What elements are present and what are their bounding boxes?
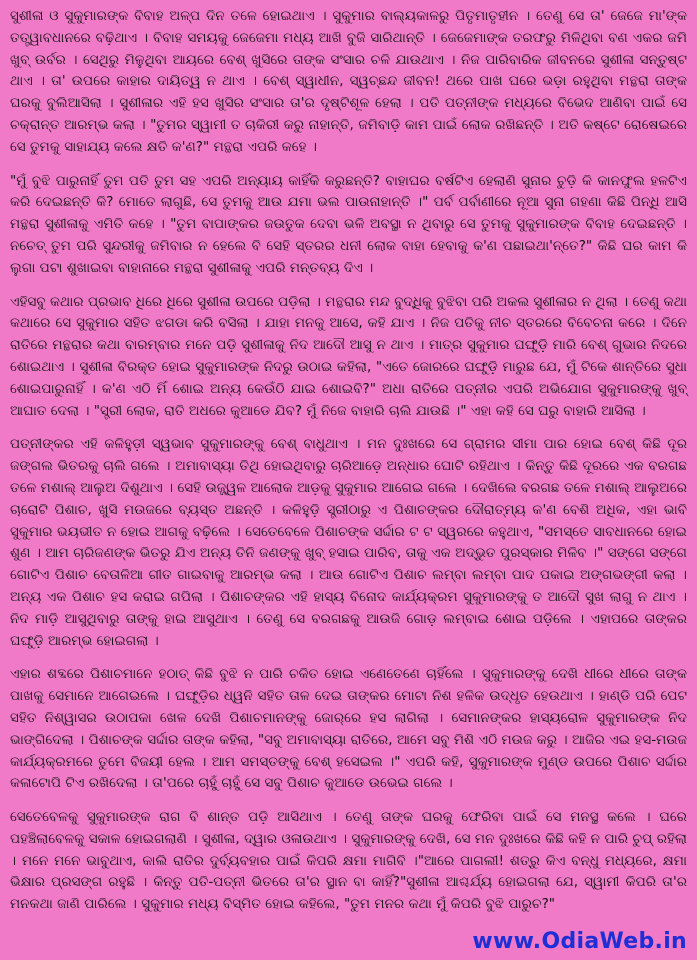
site-watermark: www.OdiaWeb.in bbox=[472, 929, 687, 954]
story-paragraph-2: "ମୁଁ ବୁଝି ପାରୁନାହିଁ ତୁମ ପତି ତୁମ ସହ ଏପରି ଅନ୍ୟାୟ କାହିଁକି କରୁଛନ୍ତି? ବାହାଘର ବର୍ଷଟିଏ ହେଲାଣି ସୁନାର ଚୁଡ଼ି କି କାନଫୁଲ ହଳଟିଏ କରି ଦେଇଛନ୍ତି କି? ମୋତେ ଲାଗୁଛି, ସେ ତୁମକୁ ଆଉ ଯମା ଭଲ ପାଉନାହାନ୍ତି ।" ପର୍ବ ପର୍ବାଣୀରେ ନୂଆ ସୁନା ଗହଣା କିଛି ପିନ୍ଧି ଆସି ମନ୍ଥରା ସୁଶୀଳାକୁ ଏମିତି କହେ । "ତୁମ ବାପାଙ୍କର ଜଉତୁକ ଦେବା ଭଳି ଅବସ୍ଥା ନ ଥିବାରୁ ସେ ତୁମକୁ ସୁକୁମାରଙ୍କ ବିବାହ ଦେଇଛନ୍ତି । ନଚେତ୍ ତୁମ ପରି ସୁନ୍ଦରୀକୁ ଜମିବାର ନ ହେଲେ ବି ସେହି ସ୍ତରର ଧନୀ ଲୋକ ବାହା ହେବାକୁ କ'ଣ ପଛାଇଥା'ନ୍ତେ?" କିଛି ଘର କାମ କି ଲୁଗା ପଟା ଶୁଖାଇବା ବାହାନାରେ ମନ୍ଥରା ସୁଶୀଳାକୁ ଏପରି ମନ୍ତବ୍ୟ ଦିଏ । bbox=[10, 172, 687, 276]
story-paragraph-5: ଏହାର ଶବ୍ଦରେ ପିଶାଚମାନେ ହଠାତ୍ କିଛି ବୁଝି ନ ପାରି ଚକିତ ହୋଇ ଏଣେତେଣେ ଚାହିଁଲେ । ସୁକୁମାରଙ୍କୁ ଦେଖି ଧୀରେ ଧୀରେ ତାଙ୍କ ପାଖକୁ ସେମାନେ ଆଗେଇଲେ । ଘଙ୍ଘୁଡ଼ିର ଧ୍ୱନି ସହିତ ତାଳ ଦେଇ ତାଙ୍କର ମୋଟା ନିଶ ହଳିକ ଉଦ୍ଧୃତ ହେଉଥାଏ । ହାଣ୍ଡି ପରି ପେଟ ସହିତ ନିଶ୍ୱାସର ଉଠାପକା ଖେଳ ଦେଖି ପିଶାଚମାନଙ୍କୁ ଜୋର୍‌ରେ ହସ ଲାଗିଲା । ସେମାନଙ୍କର ହାସ୍ୟରୋଳ ସୁକୁମାରଙ୍କ ନିଦ ଭାଙ୍ଗିଦେଲା । ପିଶାଚଙ୍କ ସର୍ଦ୍ଦାର ତାଙ୍କ କହିଲା, "ସବୁ ଅମାବାସ୍ୟା ରାତିରେ, ଆମେ ସବୁ ମିଶି ଏଠି ମଉଜ କରୁ । ଆଜିର ଏଇ ହସ-ମଉଜ କାର୍ଯ୍ୟକ୍ରମରେ ତୁମେ ବିଜୟୀ ହେଲ । ଆମ ସମସ୍ତଙ୍କୁ ବେଶ୍ ହସେଇଲ ।" ଏପରି କହି, ସୁକୁମାରଙ୍କ ମୁଣ୍ଡ ଉପରେ ପିଶାଚ ସର୍ଦ୍ଦାର କଳାଟୋପି ଟିଏ ରଖିଦେଲା । ତା'ପରେ ଚାହୁଁ ଚାହୁଁ ସେ ସବୁ ପିଶାଚ କୁଆଡେ ଉଭେଇ ଗଲେ । bbox=[10, 666, 687, 792]
story-paragraph-6: ସେତେବେଳକୁ ସୁକୁମାରଙ୍କ ରାଗ ବି ଶାନ୍ତ ପଡ଼ି ଆସିଥାଏ । ତେଣୁ ତାଙ୍କ ଘରକୁ ଫେରିବା ପାଇଁ ସେ ମନସ୍ଥ କଲେ । ଘରେ ପହଞ୍ଚିଲାବେଳକୁ ସକାଳ ହୋଇଗଲାଣି । ସୁଶୀଳା, ଦ୍ୱାର ଓଳାଉଥାଏ । ସୁକୁମାରଙ୍କୁ ଦେଖି, ସେ ମନ ଦୁଃଖରେ କିଛି କହି ନ ପାରି ଚୁପ୍ ରହିଲା । ମନେ ମନେ ଭାବୁଥାଏ, କାଲି ରାତିର ଦୁର୍ବ୍ୟବହାର ପାଇଁ କିପରି କ୍ଷମା ମାଗିବି ।"ଆରେ ପାଗଲୀ! ଶତ୍ରୁ କିଏ ବନ୍ଧୁ ମଧ୍ୟରେ, କ୍ଷମା ଭିକ୍ଷାର ପ୍ରସଙ୍ଗ ରହୁଛି । କିନ୍ତୁ ପତି-ପତ୍ନୀ ଭିତରେ ତା'ର ସ୍ଥାନ ବା କାହିଁ?"ସୁଶୀଳା ଆଶ୍ଚର୍ଯ୍ୟ ହୋଇଗଲା ଯେ, ସ୍ୱାମୀ କିପରି ତା'ର ମନକଥା ଜାଣି ପାରିଲେ । ସୁକୁମାର ମଧ୍ୟ ବିସ୍ମିତ ହୋଇ କହିଲେ, "ତୁମ ମନର କଥା ମୁଁ କିପରି ବୁଝି ପାରୁଚ?" bbox=[10, 809, 687, 913]
story-paragraph-4: ପତ୍ନୀଙ୍କର ଏହି କଳିହୁଡ଼ୀ ସ୍ୱଭାବ ସୁକୁମାରଙ୍କୁ ବେଶ୍ ବାଧୁଥାଏ । ମନ ଦୁଃଖରେ ସେ ଗ୍ରାମର ସୀମା ପାର ହୋଇ ବେଶ୍ କିଛି ଦୂର ଜଙ୍ଗଲ ଭିତରକୁ ଚାଲି ଗଲେ । ଅମାବାସ୍ୟା ତିଥି ହୋଇଥିବାରୁ ଚାରିଆଡ଼େ ଅନ୍ଧାର ଘୋଟି ରହିଥାଏ । କିନ୍ତୁ କିଛି ଦୂରରେ ଏକ ବରଗଛ ତଳେ ମଶାଲ୍ ଆଲୁଅ ଦିଶୁଥାଏ । ସେହି ଉଜ୍ଜ୍ୱଳ ଆଲୋକ ଆଡ଼କୁ ସୁକୁମାର ଆଗେଇ ଗଲେ । ଦେଖିଲେ ବରଗଛ ତଳେ ମଶାଲ୍ ଆଲୁଅରେ ଚାରୋଟି ପିଶାଚ, ଖୁସି ମଉଜରେ ବ୍ୟସ୍ତ ଅଛନ୍ତି । କଳିହୁଡ଼ି ସ୍ତ୍ରୀଠାରୁ ଏ ପିଶାଚଙ୍କର ଦୌରାତ୍ମ୍ୟ କ'ଣ ବେଶି ଅଧିକ, ଏହା ଭାବି ସୁକୁମାର ଭୟଭୀତ ନ ହୋଇ ଆଗକୁ ବଢ଼ିଲେ । ସେତେବେଳେ ପିଶାଚଙ୍କ ସର୍ଦ୍ଦାର ଟ ଟ ସ୍ୱରରେ କହୁଥାଏ, "ସମସ୍ତେ ସାବଧାନରେ ହୋଇ ଶୁଣ । ଆମ ଚାରିଜଣଙ୍କ ଭିତରୁ ଯିଏ ଅନ୍ୟ ତିନି ଜଣଙ୍କୁ ଖୁବ୍ ହସାଇ ପାରିବ, ତାକୁ ଏକ ଅଦ୍ଭୁତ ପୁରସ୍କାର ମିଳିବ ।" ସଙ୍ଗେ ସଙ୍ଗେ ଗୋଟିଏ ପିଶାଚ ବେତାଳିଆ ଗୀତ ଗାଇବାକୁ ଆରମ୍ଭ କଲା । ଆଉ ଗୋଟିଏ ପିଶାଚ ଲମ୍ବା ଲମ୍ବା ପାଦ ପକାଇ ଅଙ୍ଗଭଙ୍ଗୀ କଲା । ଅନ୍ୟ ଏକ ପିଶାଚ ହସ କରାଇ ଗପିଲା । ପିଶାଚଙ୍କର ଏହି ହାସ୍ୟ ବିନୋଦ କାର୍ଯ୍ୟକ୍ରମ ସୁକୁମାରଙ୍କୁ ତ ଆଦୌ ସୁଖ ଲାଗୁ ନ ଥାଏ । ନିଦ ମାଡ଼ି ଆସୁଥିବାରୁ ତାଙ୍କୁ ହାଇ ଆସୁଥାଏ । ତେଣୁ ସେ ବରଗଛକୁ ଆଉଜି ଗୋଡ଼ ଲମ୍ବାଇ ଶୋଇ ପଡ଼ିଲେ । ଏହାପରେ ତାଙ୍କର ଘଙ୍ଘୁଡ଼ି ଆରମ୍ଭ ହୋଇଗଲା । bbox=[10, 436, 687, 649]
story-paragraph-3: ଏହିସବୁ କଥାର ପ୍ରଭାବ ଧିରେ ଧିରେ ସୁଶୀଳା ଉପରେ ପଡ଼ିଲା । ମନ୍ଥରାର ମନ୍ଦ ବୁଦ୍ଧିକୁ ବୁଝିବା ପରି ଅକଲ ସୁଶୀଳାର ନ ଥିଲା । ତେଣୁ କଥା କଥାରେ ସେ ସୁକୁମାର ସହିତ ଝଗଡା କରି ବସିଲା । ଯାହା ମନକୁ ଆସେ, କହି ଯାଏ । ନିଜ ପତିକୁ ନୀଚ ସ୍ତରରେ ବିବେଚନା କରେ । ଦିନେ ରାତିରେ ମନ୍ଥରାର କଥା ବାରମ୍ବାର ମନେ ପଡ଼ି ସୁଶୀଳାକୁ ନିଦ ଆଦୌ ଆସୁ ନ ଥାଏ । ମାତ୍ର ସୁକୁମାର ଘଙ୍ଘୁଡ଼ି ମାରି ବେଶ୍ ଗୁଭାର ନିଦରେ ଶୋଇଥାଏ । ସୁଶୀଳା ବିରକ୍ତ ହୋଇ ସୁକୁମାରଙ୍କ ନିଦରୁ ଉଠାଇ କହିଲା, "ଏତେ ଜୋରରେ ଘଙ୍ଘୁଡ଼ି ମାରୁଛ ଯେ, ମୁଁ ଟିକେ ଶାନ୍ତିରେ ସୁଧା ଶୋଇପାରୁନାହିଁ । କ'ଣ ଏଠି ମିଁ ଶୋଇ ଅନ୍ୟ କେଉଁଠି ଯାଇ ଶୋଇବି?" ଅଧା ରାତିରେ ପତ୍ନୀର ଏପରି ଅଭିଯୋଗ ସୁକୁମାରଙ୍କୁ ଖୁବ୍ ଆଘାତ ଦେଲା । "ସ୍ତ୍ରୀ ଲୋକ, ରାତି ଅଧରେ କୁଆଡେ ଯିବ? ମୁଁ ନିଜେ ବାହାରି ଚାଲି ଯାଉଛି ।" ଏହା କହି ସେ ଘରୁ ବାହାରି ଆସିଲା । bbox=[10, 293, 687, 419]
story-paragraph-1: ସୁଶୀଳା ଓ ସୁକୁମାରଙ୍କ ବିବାହ ଅଳ୍ପ ଦିନ ତଳେ ହୋଇଥାଏ । ସୁକୁମାର ବାଲ୍ୟକାଳରୁ ପିତୃମାତୃହୀନ । ତେଣୁ ସେ ତା' ଜେଜେ ମା'ଙ୍କ ତତ୍ତ୍ୱାବଧାନରେ ବଢ଼ିଥାଏ । ବିବାହ ସମୟକୁ ଜେଜେମା ମଧ୍ୟ ଆଖି ବୁଜି ସାରିଥାନ୍ତି । ଜେଜେମାଙ୍କ ତରଫରୁ ମିଳିଥିବା ବଣ ଏକର ଜମି ଖୁବ୍ ଉର୍ବର । ସେଥିରୁ ମିଳୁଥିବା ଆୟରେ ବେଶ୍ ଖୁସିରେ ତାଙ୍କ ସଂସାର ଚଳି ଯାଉଥାଏ । ନିଜ ପାରିବାରିକ ଜୀବନରେ ସୁଶୀଳା ସନ୍ତୁଷ୍ଟ ଥାଏ । ତା' ଉପରେ କାହାର ଦାୟିତ୍ୱ ନ ଥାଏ । ବେଶ୍ ସ୍ୱାଧୀନ, ସ୍ୱଚ୍ଛନ୍ଦ ଜୀବନ! ଥରେ ପାଖ ଘରେ ଭଡ଼ା ରହୁଥିବା ମନ୍ଥରା ତାଙ୍କ ଘରକୁ ବୁଲିଆସିଲା । ସୁଶୀଳାର ଏହି ହସ ଖୁସିର ସଂସାର ତା'ର ଦୃଷ୍ଟିଶୂଳ ହେଲା । ପତି ପତ୍ନୀଙ୍କ ମଧ୍ୟରେ ବିଭେଦ ଆଣିବା ପାଇଁ ସେ ଚକ୍ରାନ୍ତ ଆରମ୍ଭ କଲା । "ତୁମର ସ୍ୱାମୀ ତ ଚାକିରୀ କରୁ ନାହାନ୍ତି, ଜମିବାଡ଼ି କାମ ପାଇଁ ଲୋକ ରଖିଛନ୍ତି । ଅତି କଷ୍ଟେ ରୋଷେଇରେ ସେ ତୁମକୁ ସାହାଯ୍ୟ କଲେ କ୍ଷତି କ'ଣ?" ମନ୍ଥରା ଏପରି କହେ । bbox=[10, 8, 687, 155]
